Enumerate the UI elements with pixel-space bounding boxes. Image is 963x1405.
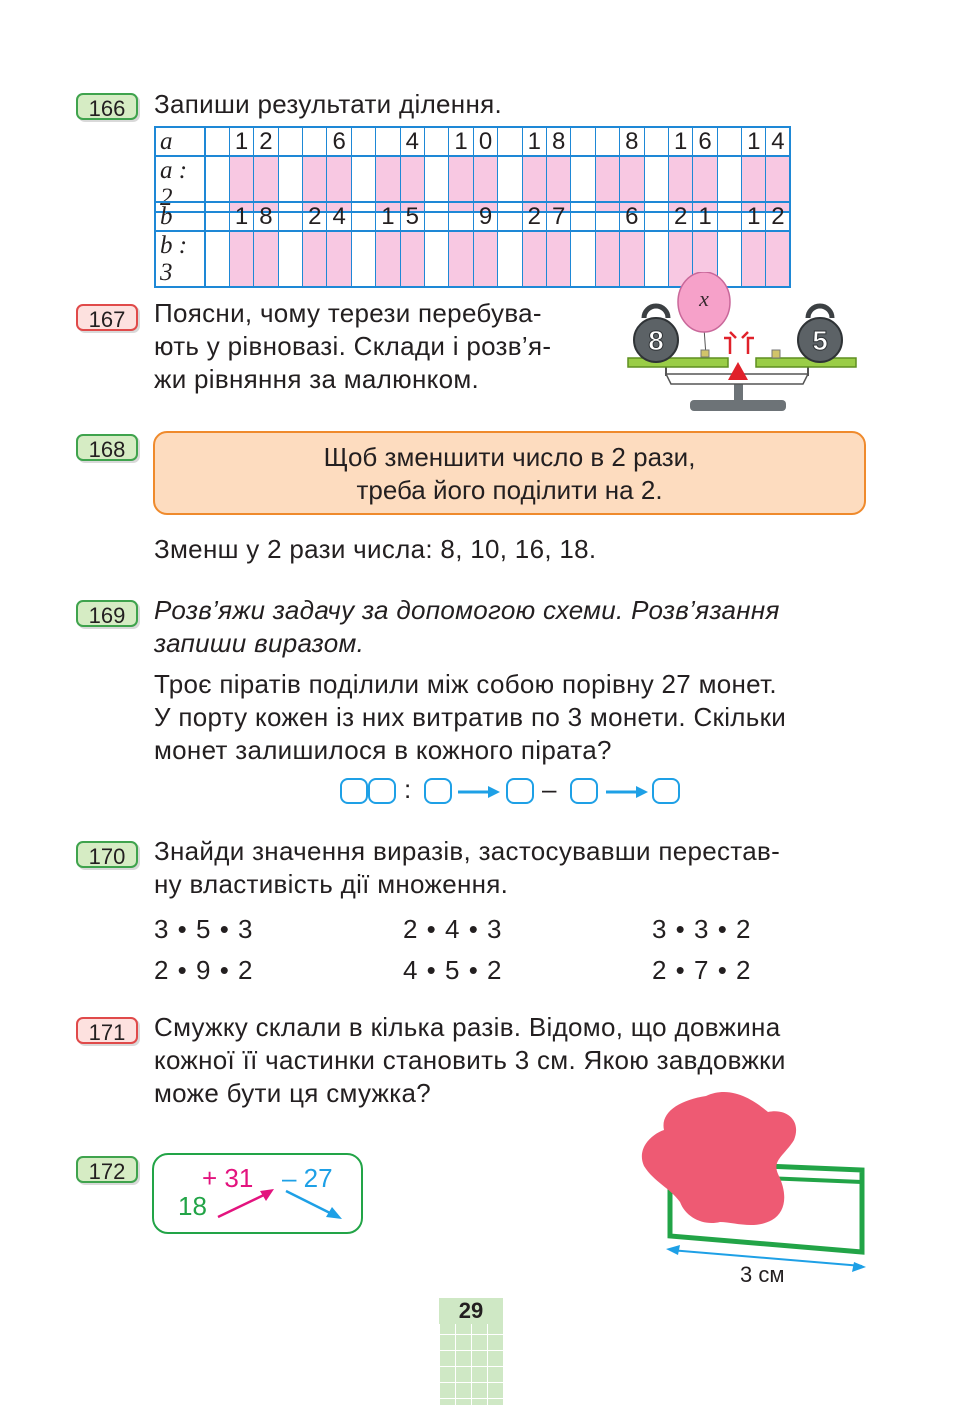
answer-cell[interactable] bbox=[400, 231, 424, 287]
answer-cell[interactable] bbox=[351, 231, 375, 287]
table-cell bbox=[278, 202, 302, 231]
table-cell: 5 bbox=[400, 202, 424, 231]
expression: 2 • 7 • 2 bbox=[652, 955, 752, 985]
table-cell bbox=[571, 202, 595, 231]
chain-start: 18 bbox=[178, 1191, 207, 1221]
arrow-right-icon bbox=[458, 784, 500, 800]
arrow-icon bbox=[218, 1193, 268, 1217]
text-line: Поясни, чому терези перебува- bbox=[154, 298, 542, 328]
weight-left-label: 8 bbox=[648, 325, 664, 356]
right-pan bbox=[756, 358, 856, 367]
table-cell bbox=[278, 127, 302, 156]
table-cell: 0 bbox=[473, 127, 497, 156]
table-cell bbox=[498, 202, 522, 231]
table-cell: 1 bbox=[449, 127, 473, 156]
table-cell: 8 bbox=[620, 127, 644, 156]
scheme-box bbox=[424, 778, 452, 804]
table-cell bbox=[205, 202, 229, 231]
scheme-box bbox=[506, 778, 534, 804]
text-line: може бути ця смужка? bbox=[154, 1078, 432, 1108]
expression: 3 • 3 • 2 bbox=[652, 914, 752, 944]
table-cell: 8 bbox=[546, 127, 570, 156]
table-label-a: a bbox=[155, 127, 205, 156]
exercise-number-167: 167 bbox=[76, 304, 138, 331]
rule-line: треба його поділити на 2. bbox=[356, 475, 663, 505]
table-cell: 6 bbox=[327, 127, 351, 156]
answer-cell[interactable] bbox=[473, 231, 497, 287]
answer-cell[interactable] bbox=[278, 231, 302, 287]
table-cell: 2 bbox=[766, 202, 790, 231]
exercise-169-instruction bbox=[154, 594, 874, 660]
table-cell bbox=[717, 202, 741, 231]
table-cell: 7 bbox=[546, 202, 570, 231]
table-cell bbox=[351, 202, 375, 231]
table-cell: 1 bbox=[229, 202, 253, 231]
text-line: Смужку склали в кілька разів. Відомо, що довжина bbox=[154, 1012, 781, 1042]
table-cell: 1 bbox=[229, 127, 253, 156]
table-cell: 4 bbox=[766, 127, 790, 156]
scheme-box bbox=[570, 778, 598, 804]
table-label-b: b bbox=[155, 202, 205, 231]
text-line: Знайди значення виразів, застосувавши перестав- bbox=[154, 836, 781, 866]
page-number: 29 bbox=[439, 1298, 503, 1324]
table-cell: 2 bbox=[303, 202, 327, 231]
left-pan bbox=[628, 358, 728, 367]
text-line: ну властивість дії множення. bbox=[154, 869, 509, 899]
table-cell bbox=[717, 127, 741, 156]
text-line: Розв’яжи задачу за допомогою схеми. Розв’язання bbox=[154, 595, 780, 625]
answer-cell[interactable] bbox=[498, 231, 522, 287]
table-cell: 1 bbox=[668, 127, 692, 156]
table-cell: 6 bbox=[620, 202, 644, 231]
table-cell: 2 bbox=[668, 202, 692, 231]
exercise-167-text bbox=[154, 297, 614, 396]
balloon-label: x bbox=[699, 286, 709, 311]
scheme-box bbox=[652, 778, 680, 804]
answer-cell[interactable] bbox=[327, 231, 351, 287]
table-cell bbox=[571, 127, 595, 156]
table-row bbox=[155, 202, 790, 231]
table-cell bbox=[425, 127, 449, 156]
exercise-168-task: Зменш у 2 рази числа: 8, 10, 16, 18. bbox=[154, 534, 597, 564]
exercise-166-text: Запиши результати ділення. bbox=[154, 89, 503, 119]
table-cell bbox=[376, 127, 400, 156]
table-cell bbox=[205, 127, 229, 156]
exercise-number-166: 166 bbox=[76, 93, 138, 120]
weight-right-label: 5 bbox=[812, 325, 828, 356]
scheme-box bbox=[368, 778, 396, 804]
answer-cell[interactable] bbox=[571, 231, 595, 287]
chain-box bbox=[152, 1153, 363, 1234]
table-cell: 2 bbox=[522, 202, 546, 231]
table-cell: 2 bbox=[254, 127, 278, 156]
table-cell bbox=[425, 202, 449, 231]
answer-cell[interactable] bbox=[425, 231, 449, 287]
arrow-icon bbox=[286, 1191, 334, 1215]
answer-cell[interactable] bbox=[303, 231, 327, 287]
answer-cell[interactable] bbox=[376, 231, 400, 287]
text-line: запиши виразом. bbox=[154, 628, 365, 658]
division-table-a bbox=[154, 126, 791, 213]
chain-op-subtract: – 27 bbox=[282, 1163, 333, 1193]
table-cell bbox=[644, 127, 668, 156]
rule-box bbox=[153, 431, 866, 515]
table-cell bbox=[498, 127, 522, 156]
folded-strip-illustration bbox=[636, 1090, 872, 1290]
table-cell: 1 bbox=[693, 202, 717, 231]
table-cell: 9 bbox=[473, 202, 497, 231]
table-cell bbox=[303, 127, 327, 156]
balance-scale-illustration bbox=[622, 272, 862, 422]
table-cell bbox=[449, 202, 473, 231]
scale-post bbox=[734, 384, 743, 402]
table-cell bbox=[595, 202, 619, 231]
scale-pointer bbox=[728, 362, 748, 380]
ink-blot bbox=[642, 1092, 796, 1225]
text-line: ють у рівновазі. Склади і розв’я- bbox=[154, 331, 552, 361]
exercise-number-171: 171 bbox=[76, 1017, 138, 1044]
table-cell bbox=[351, 127, 375, 156]
table-row bbox=[155, 127, 790, 156]
table-label-a-div-2: a : 2 bbox=[155, 156, 205, 212]
text-line: монет залишилося в кожного пірата? bbox=[154, 735, 612, 765]
table-cell: 1 bbox=[522, 127, 546, 156]
table-cell: 6 bbox=[693, 127, 717, 156]
text-line: У порту кожен із них витратив по 3 монети. Скільки bbox=[154, 702, 787, 732]
answer-cell[interactable] bbox=[205, 231, 229, 287]
exercise-number-169: 169 bbox=[76, 600, 138, 627]
table-cell: 4 bbox=[327, 202, 351, 231]
scheme-colon: : bbox=[404, 774, 412, 804]
table-label-b-div-3: b : 3 bbox=[155, 231, 205, 287]
scheme-box bbox=[340, 778, 368, 804]
chain-op-add: + 31 bbox=[202, 1163, 254, 1193]
answer-cell[interactable] bbox=[546, 231, 570, 287]
exercise-number-172: 172 bbox=[76, 1156, 138, 1183]
table-cell: 1 bbox=[742, 127, 766, 156]
page-number-box bbox=[439, 1298, 503, 1405]
expression: 4 • 5 • 2 bbox=[403, 955, 503, 985]
answer-cell[interactable] bbox=[595, 231, 619, 287]
expression: 2 • 9 • 2 bbox=[154, 955, 254, 985]
table-cell: 1 bbox=[376, 202, 400, 231]
solution-scheme bbox=[338, 776, 688, 806]
answer-cell[interactable] bbox=[229, 231, 253, 287]
table-cell bbox=[595, 127, 619, 156]
table-cell: 4 bbox=[400, 127, 424, 156]
table-cell bbox=[644, 202, 668, 231]
table-cell: 1 bbox=[742, 202, 766, 231]
chain-arrows bbox=[214, 1185, 354, 1225]
text-line: Троє піратів поділили між собою порівну 27 монет. bbox=[154, 669, 777, 699]
answer-cell[interactable] bbox=[449, 231, 473, 287]
text-line: жи рівняння за малюнком. bbox=[154, 364, 480, 394]
answer-cell[interactable] bbox=[254, 231, 278, 287]
exercise-169-problem bbox=[154, 668, 874, 767]
expression: 3 • 5 • 3 bbox=[154, 914, 254, 944]
exercise-number-170: 170 bbox=[76, 841, 138, 868]
measure-label: 3 см bbox=[740, 1262, 785, 1287]
expression: 2 • 4 • 3 bbox=[403, 914, 503, 944]
table-cell: 8 bbox=[254, 202, 278, 231]
text-line: кожної її частинки становить 3 см. Якою завдовжки bbox=[154, 1045, 786, 1075]
answer-cell[interactable] bbox=[522, 231, 546, 287]
exercise-170-text bbox=[154, 835, 874, 901]
exercise-number-168: 168 bbox=[76, 434, 138, 461]
rule-line: Щоб зменшити число в 2 рази, bbox=[323, 442, 696, 472]
arrow-right-icon bbox=[606, 784, 648, 800]
scheme-minus: – bbox=[542, 774, 557, 804]
